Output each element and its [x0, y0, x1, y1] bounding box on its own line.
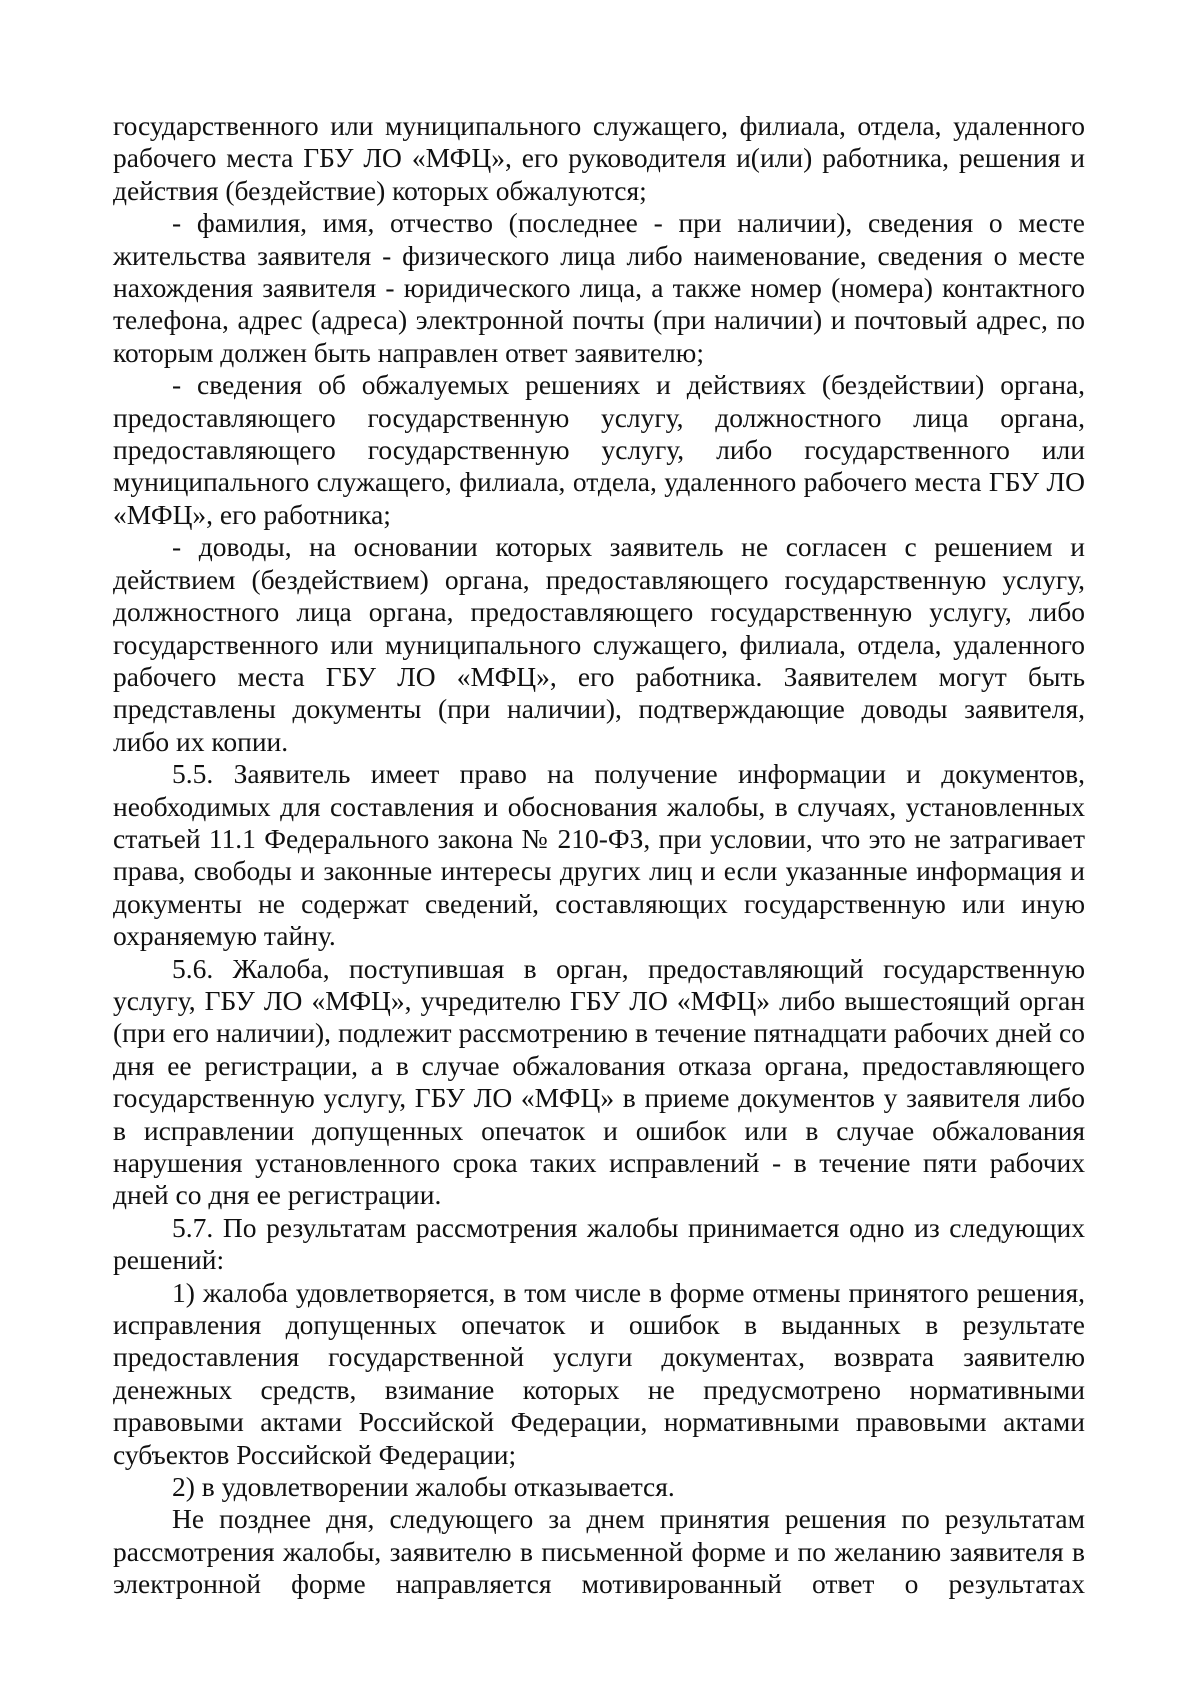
paragraph-5-6: 5.6. Жалоба, поступившая в орган, предоставляющий государственную услугу, ГБУ ЛО «МФЦ», учредителю ГБУ ЛО «МФЦ» либо вышестоящий орган (при его наличии), подлежит рассмотрению в течение пятнадцати рабочих дней со дня ее регистрации, а в случае обжалования отказа органа, предоставляющего государственную услугу, ГБУ ЛО «МФЦ» в приеме документов у заявителя либо в исправлении допущенных опечаток и ошибок или в случае обжалования нарушения установленного срока таких исправлений - в течение пяти рабочих дней со дня ее регистрации.: [113, 952, 1085, 1211]
paragraph-arguments: - доводы, на основании которых заявитель не согласен с решением и действием (бездействием) органа, предоставляющего государственную услугу, должностного лица органа, предоставляющего государственную услугу, либо государственного или муниципального служащего, филиала, отдела, удаленного рабочего места ГБУ ЛО «МФЦ», его работника. Заявителем могут быть представлены документы (при наличии), подтверждающие доводы заявителя, либо их копии.: [113, 531, 1085, 757]
paragraph-item-2: 2) в удовлетворении жалобы отказывается.: [172, 1471, 675, 1503]
paragraph-response-deadline: Не позднее дня, следующего за днем принятия решения по результатам рассмотрения жалобы, заявителю в письменной форме и по желанию заявителя в электронной форме направляется мотивированный ответ о результатах: [113, 1503, 1085, 1600]
document-page: [113, 110, 1085, 1601]
paragraph-item-1: 1) жалоба удовлетворяется, в том числе в форме отмены принятого решения, исправления допущенных опечаток и ошибок в выданных в результате предоставления государственной услуги документах, возврата заявителю денежных средств, взимание которых не предусмотрено нормативными правовыми актами Российской Федерации, нормативными правовыми актами субъектов Российской Федерации;: [113, 1276, 1085, 1470]
paragraph-applicant-name: - фамилия, имя, отчество (последнее - при наличии), сведения о месте жительства заявителя - физического лица либо наименование, сведения о месте нахождения заявителя - юридического лица, а также номер (номера) контактного телефона, адрес (адреса) электронной почты (при наличии) и почтовый адрес, по которым должен быть направлен ответ заявителю;: [113, 207, 1085, 368]
paragraph-5-5: 5.5. Заявитель имеет право на получение информации и документов, необходимых для составления и обоснования жалобы, в случаях, установленных статьей 11.1 Федерального закона № 210-ФЗ, при условии, что это не затрагивает права, свободы и законные интересы других лиц и если указанные информация и документы не содержат сведений, составляющих государственную или иную охраняемую тайну.: [113, 758, 1085, 952]
paragraph-5-7: 5.7. По результатам рассмотрения жалобы принимается одно из следующих решений:: [113, 1211, 1085, 1276]
paragraph-continuation: государственного или муниципального служащего, филиала, отдела, удаленного рабочего места ГБУ ЛО «МФЦ», его руководителя и(или) работника, решения и действия (бездействие) которых обжалуются;: [113, 110, 1085, 206]
paragraph-appealed-decisions: - сведения об обжалуемых решениях и действиях (бездействии) органа, предоставляющего государственную услугу, должностного лица органа, предоставляющего государственную услугу, либо государственного или муниципального служащего, филиала, отдела, удаленного рабочего места ГБУ ЛО «МФЦ», его работника;: [113, 369, 1085, 530]
